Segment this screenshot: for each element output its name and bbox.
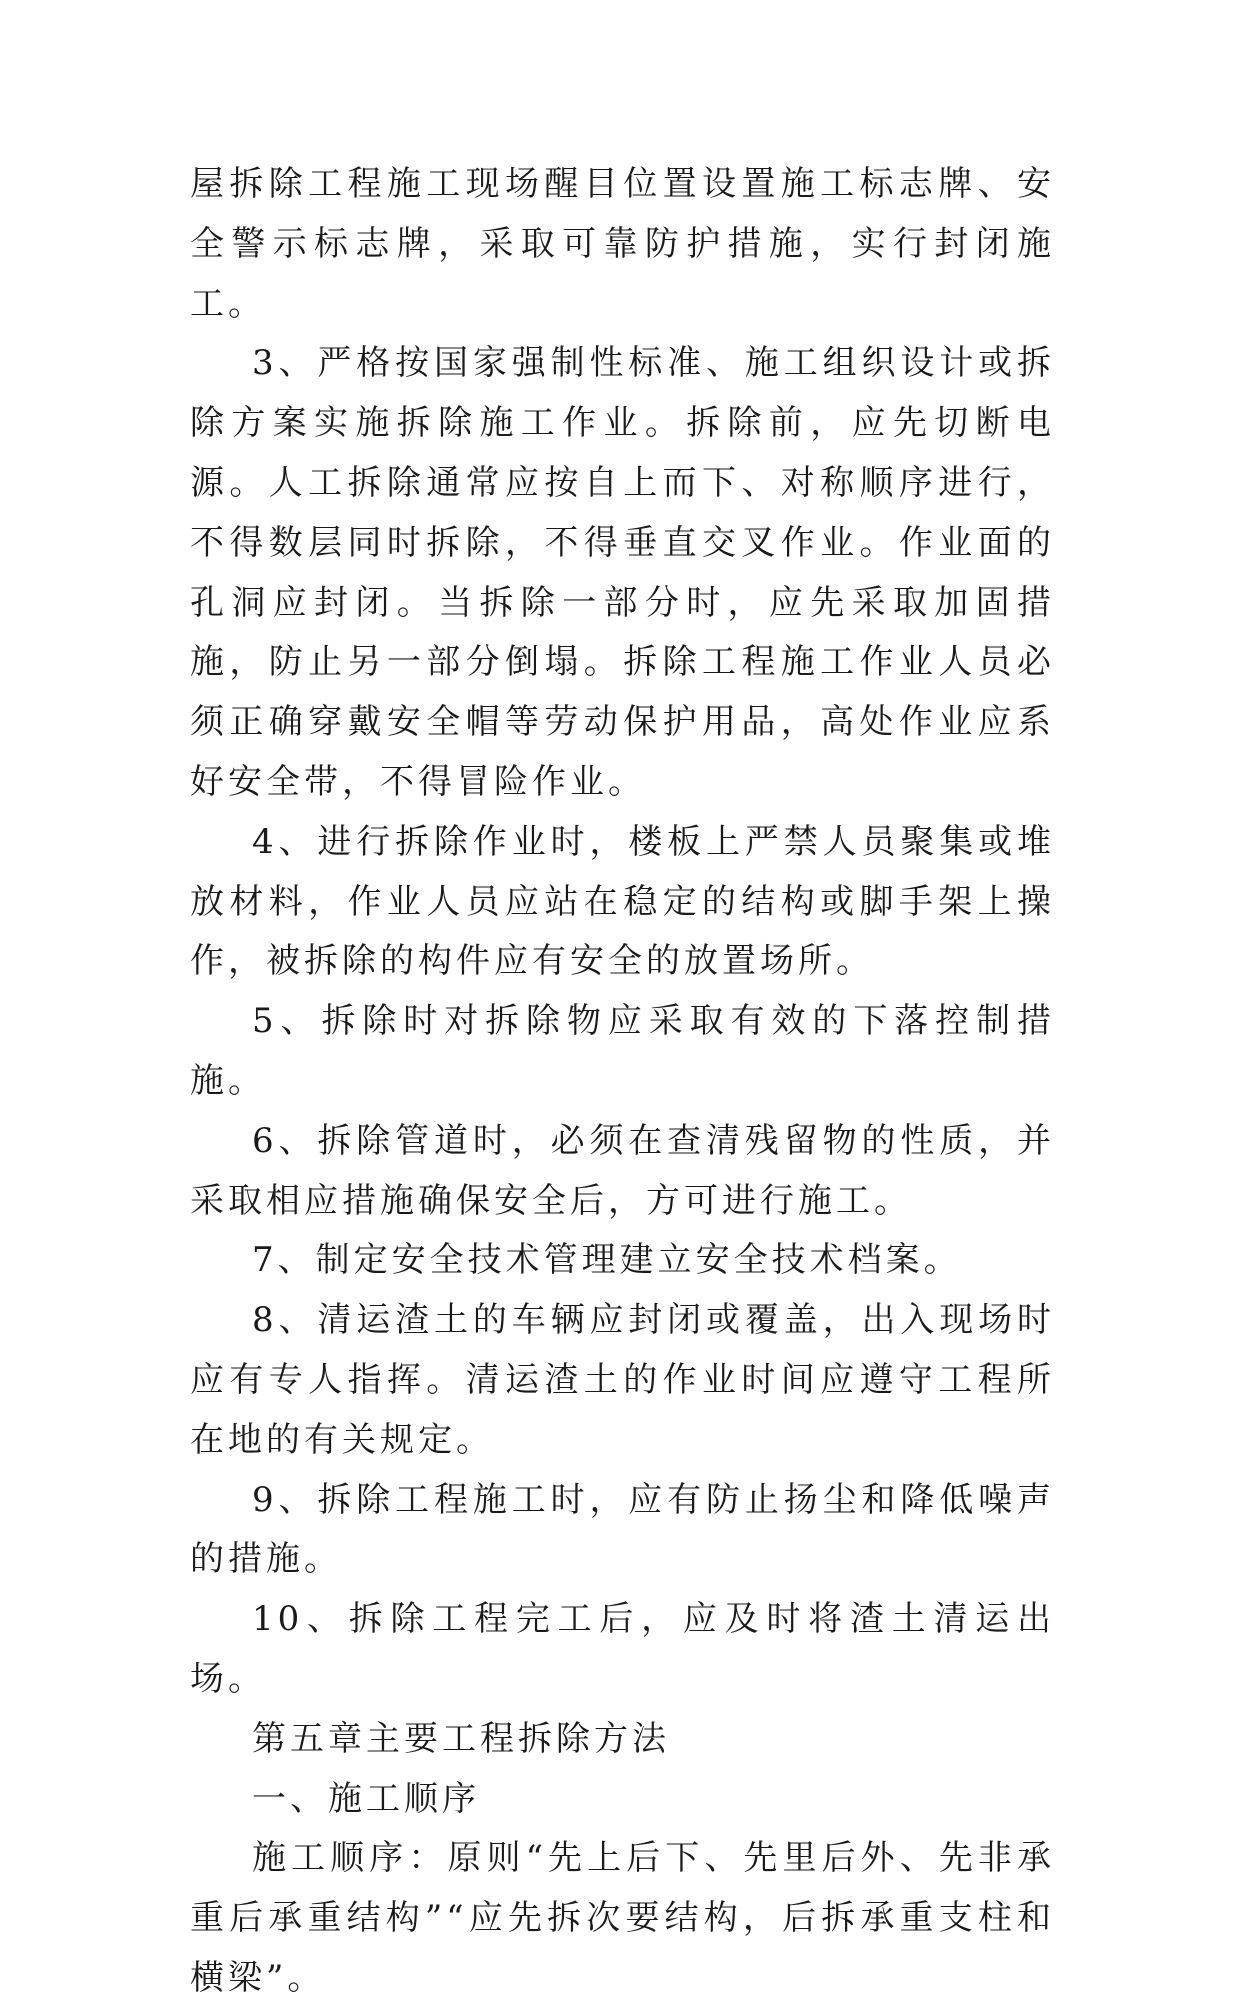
section-heading: 一、施工顺序 [252,1778,480,1819]
paragraph-item-7: 7、制定安全技术管理建立安全技术档案。 [252,1240,962,1281]
paragraph-item-3: 3、严格按国家强制性标准、施工组织设计或拆除方案实施拆除施工作业。拆除前，应先切断电源。人工拆除通常应按自上而下、对称顺序进行，不得数层同时拆除，不得垂直交叉作业。作业面的孔洞应封闭。当拆除一部分时，应先采取加固措施，防止另一部分倒塌。拆除工程施工作业人员必须正确穿戴安全帽等劳动保护用品，高处作业应系好安全带，不得冒险作业。 [190,343,1055,802]
paragraph-item-9: 9、拆除工程施工时，应有防止扬尘和降低噪声的措施。 [190,1479,1055,1580]
chapter-heading: 第五章主要工程拆除方法 [252,1718,670,1759]
paragraph-item-8: 8、清运渣土的车辆应封闭或覆盖，出入现场时应有专人指挥。清运渣土的作业时间应遵守工程所在地的有关规定。 [190,1300,1055,1460]
paragraph-item-10: 10、拆除工程完工后，应及时将渣土清运出场。 [190,1599,1055,1699]
document-body [190,155,1055,2009]
paragraph-item-6: 6、拆除管道时，必须在查清残留物的性质，并采取相应措施确保安全后，方可进行施工。 [190,1120,1055,1221]
paragraph-construction-order: 施工顺序：原则“先上后下、先里后外、先非承重后承重结构”“应先拆次要结构，后拆承重支柱和横梁”。 [190,1838,1055,1998]
paragraph-continued: 屋拆除工程施工现场醒目位置设置施工标志牌、安全警示标志牌，采取可靠防护措施，实行封闭施工。 [190,164,1055,324]
paragraph-item-5: 5、拆除时对拆除物应采取有效的下落控制措施。 [190,1001,1055,1101]
paragraph-item-4: 4、进行拆除作业时，楼板上严禁人员聚集或堆放材料，作业人员应站在稳定的结构或脚手架上操作，被拆除的构件应有安全的放置场所。 [190,821,1055,982]
